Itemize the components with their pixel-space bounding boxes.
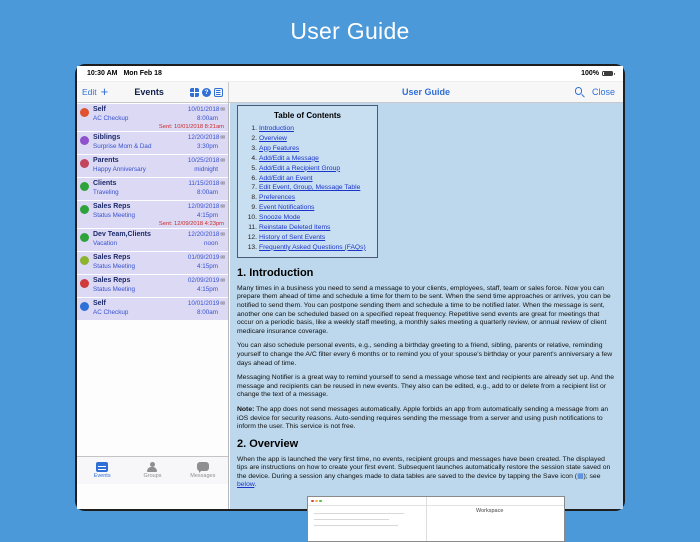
event-subtitle: Status Meeting: [93, 285, 136, 293]
toc-number: 8.: [251, 194, 257, 202]
message-icon: ✉: [220, 107, 225, 113]
message-bubble-icon: [197, 462, 209, 471]
message-icon: ✉: [220, 278, 225, 284]
toc-link[interactable]: Frequently Asked Questions (FAQs): [259, 243, 366, 251]
overview-paragraph: When the app is launched the very first time, no events, recipient groups and messages have been created. The displayed tips are instructions on how to create your first event. Subsequent launches automatically restore the session state saved on the device. During a session any changes made to data tables are saved to the device by tapping the Save icon (▦); see below.: [237, 455, 611, 489]
event-time: 3:30pm: [196, 142, 218, 150]
toc-item: [244, 144, 371, 154]
status-time: 10:30 AM: [87, 70, 118, 77]
toc-link[interactable]: Add/Edit an Event: [259, 174, 313, 182]
intro-paragraph-3: Messaging Notifier is a great way to remind yourself to send a message whose text and recipients are already set up. And the message and recipients can be reused in new events. They also can be edited, e.g., add to or delete from a recipient list or change the text of a message.: [237, 374, 615, 399]
toc-item: [244, 203, 371, 213]
event-sent-status: Sent: 10/01/2018 8:21am: [158, 123, 224, 130]
list-view-icon[interactable]: [214, 88, 223, 97]
message-icon: ✉: [220, 301, 225, 307]
intro-paragraph-2: You can also schedule personal events, e.g., sending a birthday greeting to a friend, sibling, parents or relative, reminding yourself to change the A/C filter every 6 months or to remind you of your spouse's birthday or your parent's anniversary a few days ahead of time.: [237, 342, 613, 367]
status-date: Mon Feb 18: [123, 70, 162, 77]
event-subtitle: Surprise Mom & Dad: [93, 142, 152, 150]
event-group: Self: [93, 300, 106, 307]
toc-link[interactable]: App Features: [259, 144, 300, 152]
toc-link[interactable]: Event Notifications: [259, 204, 315, 212]
toc-item: [244, 154, 371, 164]
people-icon: [146, 462, 158, 472]
save-icon: ▦: [577, 472, 584, 480]
navigation-bar: [77, 82, 623, 103]
event-subtitle: Vacation: [93, 239, 118, 247]
toc-link[interactable]: Add/Edit a Message: [259, 154, 319, 162]
event-time: noon: [203, 239, 218, 247]
ipad-screenshot: [75, 64, 625, 515]
event-subtitle: AC Checkup: [93, 114, 129, 122]
toc-number: 5.: [251, 164, 257, 172]
toc-link[interactable]: History of Sent Events: [259, 233, 326, 241]
toc-link[interactable]: Edit Event, Group, Message Table: [259, 184, 361, 192]
message-icon: ✉: [220, 158, 225, 164]
below-link[interactable]: below: [237, 481, 255, 489]
toc-number: 2.: [251, 134, 257, 142]
toc-item: [244, 213, 371, 223]
note-text: The app does not send messages automatically. Apple forbids an app from automatically sending a message from an iOS device for security reasons. Auto-sending requires sending the message from a server and using push notifications to inform the user. This service is not free.: [237, 405, 609, 431]
event-date: 10/25/2018✉: [187, 157, 225, 164]
event-row[interactable]: [77, 178, 228, 200]
note-label: Note:: [237, 405, 255, 413]
event-time: 8:00am: [196, 308, 218, 316]
message-icon: ✉: [220, 204, 225, 210]
add-event-button[interactable]: +: [100, 84, 109, 99]
event-dot-icon: [80, 279, 89, 288]
gift-icon: [80, 136, 89, 145]
workspace-label: Workspace: [476, 508, 504, 515]
event-dot-icon: [80, 205, 89, 214]
event-row[interactable]: [77, 155, 228, 177]
event-row[interactable]: [77, 275, 228, 297]
anniversary-icon: [80, 159, 89, 168]
toc-link[interactable]: Preferences: [259, 194, 296, 202]
event-time: 8:00am: [196, 114, 218, 122]
event-date: 10/01/2018✉: [187, 106, 225, 113]
battery-percent: 100%: [581, 70, 599, 77]
toc-number: 12.: [247, 233, 257, 241]
embedded-screenshot: [307, 496, 565, 542]
event-row[interactable]: [77, 252, 228, 274]
toc-number: 11.: [248, 224, 257, 232]
window-zoom-dot: [319, 500, 322, 503]
event-time: 4:15pm: [196, 211, 218, 219]
message-icon: ✉: [220, 232, 225, 238]
toc-item: [244, 193, 371, 203]
close-button[interactable]: Close: [591, 87, 615, 97]
toc-link[interactable]: Add/Edit a Recipient Group: [259, 164, 341, 172]
grid-view-icon[interactable]: [190, 88, 199, 97]
toc-item: [244, 134, 371, 144]
toc-item: [244, 183, 371, 193]
sidebar-nav: [77, 82, 229, 102]
banner-title: User Guide: [290, 17, 410, 44]
toc-link[interactable]: Overview: [259, 134, 287, 142]
event-group: Sales Reps: [93, 254, 131, 261]
toc-number: 9.: [251, 204, 257, 212]
event-subtitle: Traveling: [93, 188, 119, 196]
event-date: 01/09/2019✉: [187, 254, 225, 261]
event-date: 12/20/2018✉: [187, 134, 225, 141]
toc-number: 13.: [247, 243, 257, 251]
toc-list: [244, 124, 371, 253]
toc-number: 6.: [251, 174, 257, 182]
event-group: Siblings: [93, 134, 121, 141]
event-dot-icon: [80, 182, 89, 191]
message-icon: ✉: [220, 135, 225, 141]
search-icon[interactable]: [575, 87, 585, 97]
tab-bar: [77, 456, 228, 484]
toc-item: [244, 233, 371, 243]
window-minimize-dot: [315, 500, 318, 503]
event-subtitle: Status Meeting: [93, 262, 136, 270]
event-group: Dev Team,Clients: [93, 231, 151, 238]
event-sent-status: Sent: 12/09/2018 4:23pm: [158, 220, 224, 227]
tab-events[interactable]: Events: [77, 457, 127, 484]
battery-icon: [602, 71, 613, 77]
event-subtitle: AC Checkup: [93, 308, 129, 316]
guide-nav-title: User Guide: [401, 87, 450, 97]
edit-button[interactable]: Edit: [82, 87, 97, 97]
events-pane-title: Events: [134, 87, 164, 97]
detail-nav: [229, 82, 623, 102]
toc-number: 7.: [251, 184, 257, 192]
section-heading-introduction: 1. Introduction: [237, 266, 314, 279]
event-dot-icon: [80, 233, 89, 242]
event-time: 4:15pm: [196, 262, 218, 270]
toc-link[interactable]: Snooze Mode: [259, 214, 301, 222]
toc-number: 3.: [251, 144, 257, 152]
event-row[interactable]: [77, 229, 228, 251]
event-date: 10/01/2019✉: [187, 300, 225, 307]
event-group: Self: [93, 106, 106, 113]
toc-item: [244, 174, 371, 184]
event-group: Sales Reps: [93, 203, 131, 210]
toc-number: 1.: [251, 125, 257, 132]
event-group: Sales Reps: [93, 277, 131, 284]
toc-item: [244, 164, 371, 174]
toc-link[interactable]: Introduction: [259, 125, 294, 132]
event-row[interactable]: [77, 298, 228, 320]
user-guide-content[interactable]: [230, 103, 623, 515]
intro-paragraph-1: Many times in a business you need to send a message to your clients, employees, staff, team or sales force. Now you can prepare them ahead of time and schedule a time for them to be sent. When the send time approaches or arrives, you can be notified to send them. You can postpone sending them and schedule a time to be notified later. When the message is sent, another one can be scheduled based on a specified repeat frequency. Repetitive send events are great for meetings that occur on a periodic basis, like a weekly staff meeting, a monthly sales meeting a quarterly review, or annual review of client medicare insurance coverage.: [237, 284, 611, 335]
event-group: Clients: [93, 180, 117, 187]
event-row[interactable]: [77, 104, 228, 131]
toc-title: Table of Contents: [274, 111, 341, 120]
help-icon[interactable]: ?: [202, 88, 211, 97]
event-date: 12/20/2018✉: [187, 231, 225, 238]
event-time: midnight: [194, 165, 218, 173]
status-bar: [77, 66, 623, 82]
section-heading-overview: 2. Overview: [237, 437, 299, 450]
toc-number: 4.: [251, 154, 257, 162]
event-list: [77, 103, 228, 320]
event-dot-icon: [80, 256, 89, 265]
tab-groups[interactable]: Groups: [127, 457, 177, 484]
events-sidebar: [77, 103, 229, 509]
tab-messages[interactable]: Messages: [178, 457, 228, 484]
event-subtitle: Status Meeting: [93, 211, 136, 219]
event-date: 11/15/2018✉: [188, 180, 225, 187]
event-time: 8:00am: [196, 188, 218, 196]
window-close-dot: [311, 500, 314, 503]
event-date: 02/09/2019✉: [187, 277, 225, 284]
message-icon: ✉: [220, 255, 225, 261]
toc-link[interactable]: Reinstate Deleted Items: [259, 224, 331, 232]
page-banner: [0, 0, 700, 62]
toc-number: 10.: [247, 214, 257, 222]
toc-item: [244, 124, 371, 134]
intro-note: [237, 406, 615, 432]
toc-item: [244, 223, 371, 233]
event-date: 12/09/2018✉: [187, 203, 225, 210]
message-icon: ✉: [220, 181, 225, 187]
event-dot-icon: [80, 302, 89, 311]
calendar-icon: [96, 462, 108, 472]
event-time: 4:15pm: [196, 285, 218, 293]
event-dot-icon: [80, 108, 89, 117]
event-group: Parents: [93, 157, 119, 164]
event-row[interactable]: [77, 132, 228, 154]
event-subtitle: Happy Anniversary: [93, 165, 146, 173]
event-row[interactable]: [77, 201, 228, 228]
table-of-contents: [237, 105, 378, 258]
toc-item: [244, 243, 371, 253]
